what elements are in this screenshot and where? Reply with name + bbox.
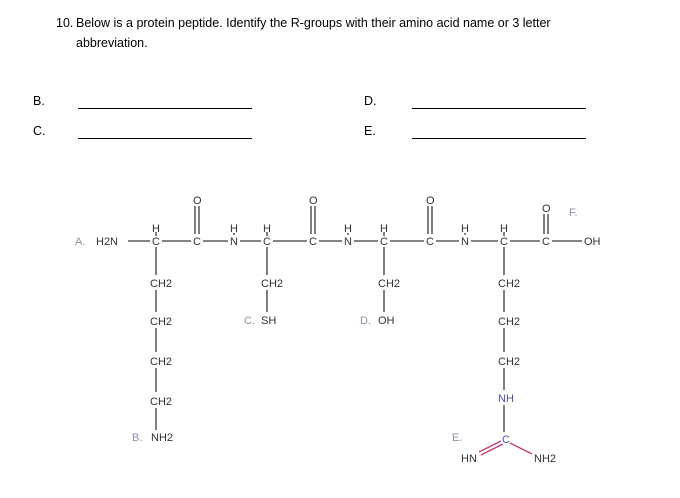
atom-nitrogen-3: N	[461, 236, 469, 248]
answer-label-c: C.	[33, 124, 46, 138]
atom-hydrogen-1: H	[152, 223, 160, 235]
atom-alpha-carbon-3: C	[380, 236, 388, 248]
atom-alpha-carbon-2: C	[263, 236, 271, 248]
atom-guanidino-nh2: NH2	[534, 453, 557, 465]
atom-oxygen-4: O	[542, 203, 551, 215]
atom-alpha-carbon-4: C	[500, 236, 508, 248]
atom-nh: NH	[498, 393, 514, 405]
answer-label-d: D.	[364, 94, 377, 108]
question-number: 10.	[56, 16, 74, 30]
atom-thiol: SH	[261, 315, 277, 327]
atom-amide-hydrogen-3: H	[461, 223, 469, 235]
question-text: Below is a protein peptide. Identify the R-groups with their amino acid name or 3 letter	[76, 16, 551, 30]
atom-carbonyl-carbon-3: C	[426, 236, 434, 248]
atom-ch2-1c: CH2	[150, 356, 173, 368]
atom-ch2-1d: CH2	[150, 396, 173, 408]
answer-label-b: B.	[33, 94, 45, 108]
atom-hydrogen-4: H	[500, 223, 508, 235]
atom-oxygen-1: O	[193, 195, 202, 207]
label-a: A.	[75, 236, 86, 248]
atom-amide-hydrogen-2: H	[344, 223, 352, 235]
atom-oxygen-2: O	[309, 195, 318, 207]
atom-hydrogen-2: H	[263, 223, 271, 235]
atom-amine: H2N	[96, 236, 119, 248]
question-text-continued: abbreviation.	[76, 36, 148, 50]
answer-label-e: E.	[364, 124, 376, 138]
atom-oxygen-3: O	[426, 195, 435, 207]
atom-carbonyl-carbon-2: C	[309, 236, 317, 248]
label-f: F.	[569, 207, 578, 219]
atom-imine-hn: HN	[461, 453, 477, 465]
atom-nitrogen-2: N	[344, 236, 352, 248]
atom-ch2-4c: CH2	[498, 356, 521, 368]
atom-amide-hydrogen-1: H	[230, 223, 238, 235]
atom-ch2-2a: CH2	[261, 278, 284, 290]
atom-ch2-4b: CH2	[498, 316, 521, 328]
atom-ch2-3a: CH2	[378, 278, 401, 290]
atom-hydroxyl: OH	[584, 236, 601, 248]
atom-guanidino-carbon: C	[502, 434, 510, 446]
atom-nitrogen-1: N	[230, 236, 238, 248]
atom-ch2-1b: CH2	[150, 316, 173, 328]
label-b: B.	[132, 432, 143, 444]
atom-carbonyl-carbon-1: C	[193, 236, 201, 248]
label-c: C.	[244, 315, 255, 327]
atom-hydrogen-3: H	[380, 223, 388, 235]
atom-amino-nh2: NH2	[151, 432, 174, 444]
label-e: E.	[452, 432, 463, 444]
atom-ch2-1a: CH2	[150, 278, 173, 290]
atom-carbonyl-carbon-4: C	[542, 236, 550, 248]
atom-alpha-carbon-1: C	[152, 236, 160, 248]
label-d: D.	[360, 315, 371, 327]
atom-ch2-4a: CH2	[498, 278, 521, 290]
atom-hydroxyl-side: OH	[378, 315, 395, 327]
